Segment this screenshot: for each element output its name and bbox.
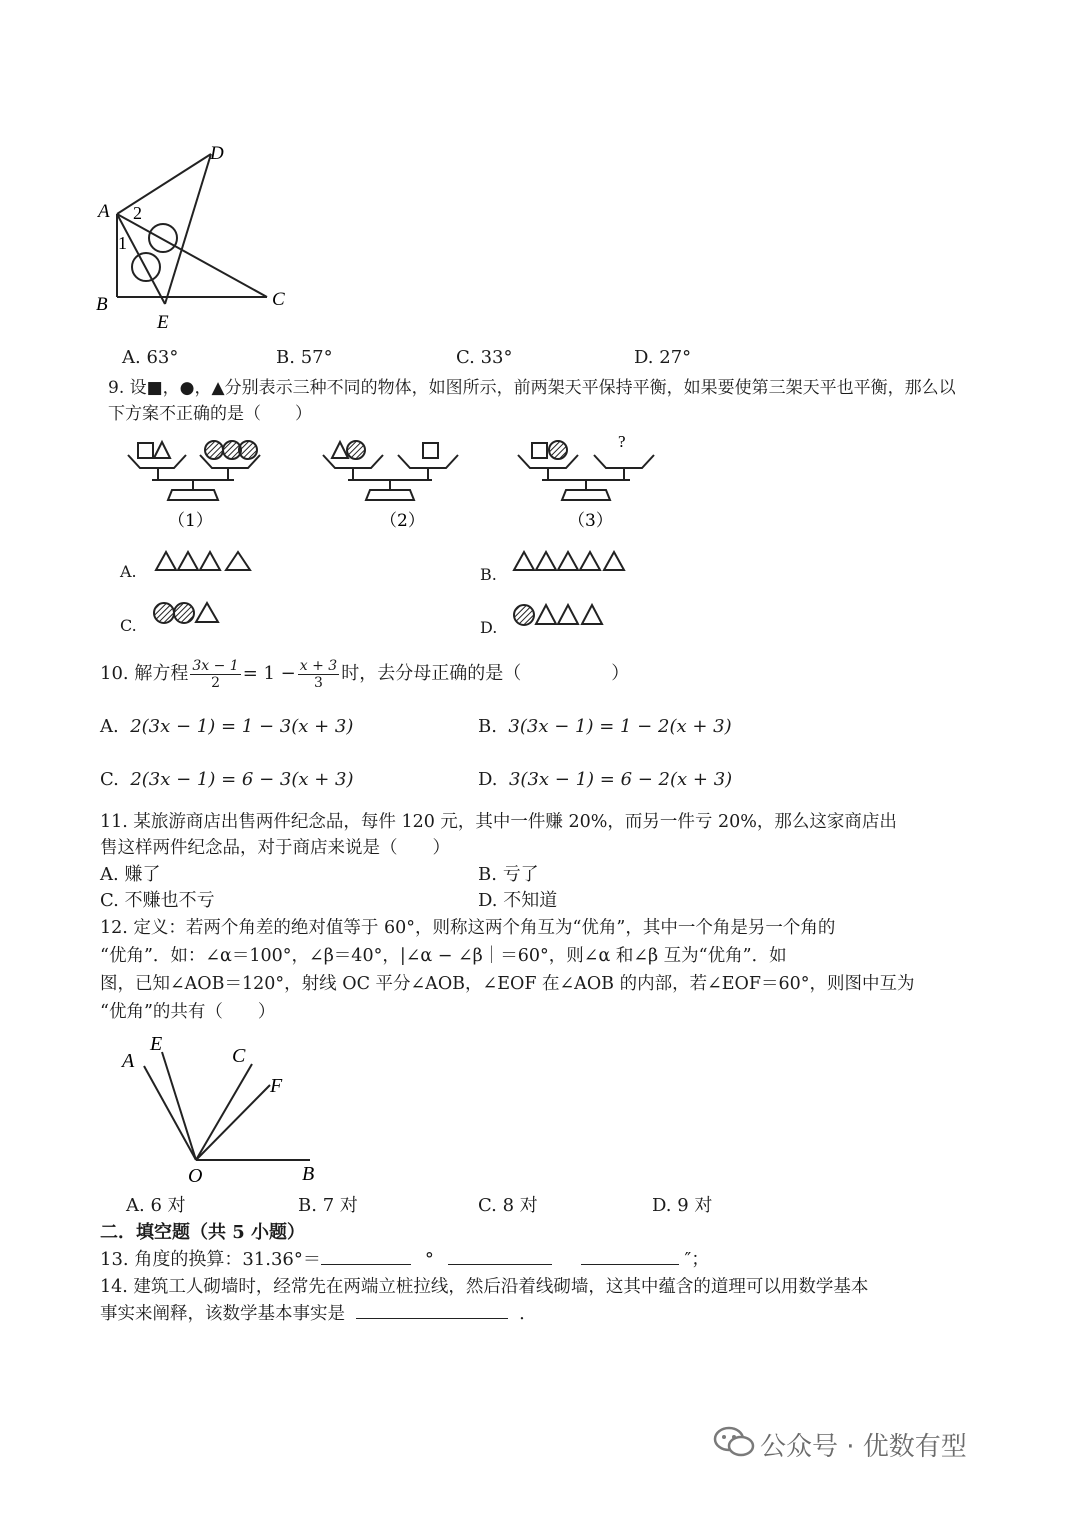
q12-stem-line3: 图，已知∠AOB＝120°，射线 OC 平分∠AOB，∠EOF 在∠AOB 的内部，若∠EOF＝60°，则图中互为 bbox=[100, 974, 915, 994]
q12-label-F: F bbox=[270, 1075, 283, 1097]
q12-option-c: C. 8 对 bbox=[478, 1195, 538, 1216]
q12-angle-figure bbox=[110, 1030, 340, 1190]
q10-option-c: C. 2(3x − 1) = 6 − 3(x + 3) bbox=[100, 769, 354, 790]
q13-blank-minutes bbox=[448, 1246, 552, 1265]
q12-label-B: B bbox=[302, 1163, 315, 1185]
q9-option-c-shapes bbox=[152, 600, 232, 626]
q8-label-1: 1 bbox=[118, 233, 127, 253]
q9-caption-1: （1） bbox=[168, 511, 213, 531]
q10-option-d: D. 3(3x − 1) = 6 − 2(x + 3) bbox=[478, 769, 733, 790]
q8-option-d: D. 27° bbox=[634, 347, 692, 368]
q9-caption-3: （3） bbox=[568, 511, 613, 531]
q11-option-c: C. 不赚也不亏 bbox=[100, 890, 215, 911]
q12-label-E: E bbox=[150, 1033, 163, 1055]
q10-fraction-2: $\frac{x + 3}{3}$ bbox=[299, 657, 338, 691]
scale-2 bbox=[323, 441, 458, 500]
q9-option-b-shapes bbox=[512, 550, 632, 574]
q12-label-A: A bbox=[122, 1050, 135, 1072]
q12-label-C: C bbox=[232, 1045, 246, 1067]
q9-option-b-label: B. bbox=[480, 565, 497, 584]
scale-1 bbox=[128, 441, 260, 500]
section-2-title: 二．填空题（共 5 小题） bbox=[100, 1222, 306, 1243]
watermark-text: 公众号 · 优数有型 bbox=[760, 1432, 967, 1462]
q8-option-a: A. 63° bbox=[122, 347, 179, 368]
q14-blank bbox=[356, 1300, 508, 1319]
q10-fraction-1: $\frac{3x - 1}{2}$ bbox=[192, 657, 239, 691]
q8-option-c: C. 33° bbox=[456, 347, 513, 368]
q12-stem-line2: “优角”．如：∠α＝100°，∠β＝40°，|∠α − ∠β｜＝60°，则∠α 和∠β 互为“优角”．如 bbox=[100, 946, 787, 966]
q8-option-b: B. 57° bbox=[276, 347, 333, 368]
q8-label-A: A bbox=[98, 201, 110, 222]
q8-triangle-figure bbox=[90, 138, 310, 338]
q13-blank-seconds bbox=[581, 1246, 679, 1265]
q12-option-b: B. 7 对 bbox=[298, 1195, 358, 1216]
q11-option-b: B. 亏了 bbox=[478, 864, 539, 885]
q12-label-O: O bbox=[188, 1165, 203, 1187]
q11-stem-line1: 11. 某旅游商店出售两件纪念品，每件 120 元，其中一件赚 20%，而另一件亏 20%，那么这家商店出 bbox=[100, 812, 897, 832]
q9-caption-2: （2） bbox=[380, 511, 425, 531]
q9-option-d-shapes bbox=[512, 602, 612, 628]
q10-option-a: A. 2(3x − 1) = 1 − 3(x + 3) bbox=[100, 716, 354, 737]
q8-label-B: B bbox=[96, 294, 108, 315]
q8-label-E: E bbox=[157, 312, 169, 333]
q11-stem-line2: 售这样两件纪念品，对于商店来说是（ ） bbox=[100, 838, 450, 858]
q9-question-mark: ? bbox=[618, 432, 626, 451]
wechat-icon bbox=[712, 1424, 756, 1460]
q8-label-C: C bbox=[272, 289, 285, 310]
q9-stem-line1: 9. 设■，●，▲分别表示三种不同的物体，如图所示，前两架天平保持平衡，如果要使第三架天平也平衡，那么以 bbox=[108, 378, 956, 398]
q9-balance-scales bbox=[118, 430, 678, 540]
q9-stem-line2: 下方案不正确的是（ ） bbox=[108, 404, 312, 424]
q10-stem: 10. 解方程 $\frac{3x - 1}{2}$ = 1 − $\frac{x + 3}{3}$ 时，去分母正确的是（ ） bbox=[100, 657, 630, 691]
q9-option-a-label: A. bbox=[120, 562, 137, 581]
q9-option-d-label: D. bbox=[480, 618, 498, 637]
q11-option-d: D. 不知道 bbox=[478, 890, 558, 911]
q12-stem-line4: “优角”的共有（ ） bbox=[100, 1002, 276, 1022]
q8-label-2: 2 bbox=[133, 203, 142, 223]
q12-option-d: D. 9 对 bbox=[652, 1195, 713, 1216]
q9-option-c-label: C. bbox=[120, 616, 137, 635]
q9-option-a-shapes bbox=[154, 550, 254, 574]
q10-option-b: B. 3(3x − 1) = 1 − 2(x + 3) bbox=[478, 716, 732, 737]
q14-stem-line1: 14. 建筑工人砌墙时，经常先在两端立桩拉线，然后沿着线砌墙，这其中蕴含的道理可以用数学基本 bbox=[100, 1277, 869, 1297]
q13: 13. 角度的换算：31.36°＝ ° ″； bbox=[100, 1246, 709, 1274]
scale-3 bbox=[518, 441, 654, 500]
q11-option-a: A. 赚了 bbox=[100, 864, 161, 885]
q13-blank-degrees bbox=[321, 1246, 411, 1265]
q14-stem-line2: 事实来阐释，该数学基本事实是 ． bbox=[100, 1300, 537, 1328]
q12-stem-line1: 12. 定义：若两个角差的绝对值等于 60°，则称这两个角互为“优角”，其中一个角是另一个角的 bbox=[100, 918, 836, 938]
q12-option-a: A. 6 对 bbox=[126, 1195, 186, 1216]
q8-label-D: D bbox=[210, 143, 224, 164]
